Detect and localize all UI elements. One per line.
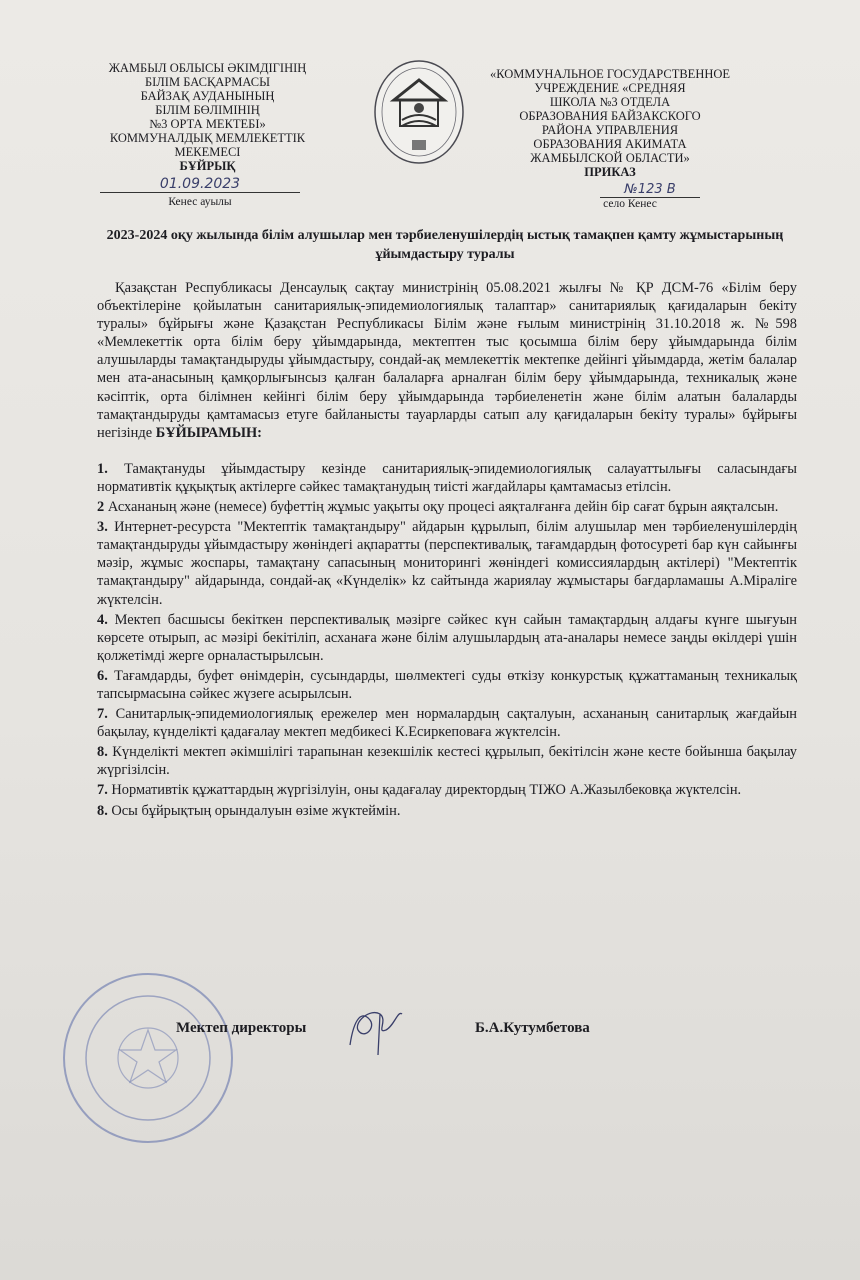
item-text: Нормативтік құжаттардың жүргізілуін, оны қадағалау директордың ТІЖО А.Жазылбековқа жүктелсін. — [111, 782, 742, 799]
list-item — [97, 460, 797, 496]
list-item — [97, 802, 797, 820]
document-body — [97, 279, 797, 820]
item-text: Интернет-ресурста "Мектептік тамақтандыру" айдарын құрылып, білім алушылар мен тәрбиеленушілердің тамақтандыруды ұйымдастыру жөніндегі ақпаратты (перспективалық, тағамдардың фотосуреті бар күн сайынғы мәзір, жұмыс жоспары, тамақтану сапасының мониторингі жөніндегі комиссиялардың актілері) "Мектептік тамақтандыру" айдарында, сондай-ақ «Күнделік» kz сайтында жариялау жұмыстары бағдарламашы А.Міраліге жүктелсін. — [97, 519, 797, 608]
item-number: 2 — [97, 499, 105, 516]
item-number: 8. — [97, 802, 108, 819]
header-right-line: РАЙОНА УПРАВЛЕНИЯ — [541, 123, 679, 137]
item-text: Асхананың және (немесе) буфеттің жұмыс уақыты оқу процесі аяқталғанға дейін бір сағат бұрын аяқталсын. — [107, 499, 779, 516]
item-number: 7. — [97, 706, 108, 723]
header-left-line: ЖАМБЫЛ ОБЛЫСЫ ӘКІМДІГІНІҢ — [108, 61, 307, 75]
command-kz: БҰЙРЫҚ — [179, 159, 236, 173]
document-title: 2023-2024 оқу жылында білім алушылар мен тәрбиеленушілердің ыстық тамақпен қамту жұмыстарының ұйымдастыру туралы — [106, 228, 784, 262]
school-emblem-icon — [372, 58, 466, 166]
intro-paragraph — [97, 279, 797, 442]
header-left-line: БІЛІМ БӨЛІМІНІҢ — [155, 103, 260, 117]
header-left-line: №3 ОРТА МЕКТЕБІ» — [149, 117, 266, 131]
header-right-line: ЖАМБЫЛСКОЙ ОБЛАСТИ» — [530, 151, 690, 165]
item-text: Күнделікті мектеп әкімшілігі тарапынан кезекшілік кестесі құрылып, бекітілсін және кесте бойынша бақылау жүргізілсін. — [97, 744, 797, 779]
item-number: 3. — [97, 519, 108, 536]
item-number: 6. — [97, 667, 108, 684]
place-kz: Кенес ауылы — [168, 196, 232, 208]
intro-lead: БҰЙЫРАМЫН: — [155, 424, 262, 441]
official-stamp-icon — [58, 968, 238, 1148]
item-number: 4. — [97, 611, 108, 628]
signature-position: Мектеп директоры — [176, 1020, 307, 1036]
item-text: Санитарлық-эпидемиологиялық ережелер мен нормалардың сақталуын, асхананың санитарлық жағдайын бақылау, күнделікті қадағалау мектеп медбикесі К.Есиркеповаға жүктелсін. — [97, 706, 797, 741]
header-left-line: БАЙЗАҚ АУДАНЫНЫҢ — [140, 89, 275, 103]
header-right-line: ШКОЛА №3 ОТДЕЛА — [549, 95, 671, 109]
item-number: 7. — [97, 782, 108, 799]
item-text: Осы бұйрықтың орындалуын өзіме жүктеймін. — [111, 802, 401, 819]
handwritten-signature-icon — [340, 1000, 410, 1060]
item-number: 8. — [97, 744, 108, 761]
header-right — [470, 67, 750, 179]
header-left-line: КОММУНАЛДЫҚ МЕМЛЕКЕТТІК — [109, 131, 306, 145]
item-number: 1. — [97, 460, 108, 477]
header-right-line: ОБРАЗОВАНИЯ БАЙЗАКСКОГО — [519, 109, 701, 123]
header-left-line: БІЛІМ БАСҚАРМАСЫ — [144, 75, 271, 89]
header-right-line: «КОММУНАЛЬНОЕ ГОСУДАРСТВЕННОЕ — [489, 67, 731, 81]
item-text: Тамақтануды ұйымдастыру кезінде санитариялық-эпидемиологиялық салауаттылығы саласындағы нормативтік құқықтық актілерге сәйкес тамақтанудың тиісті жағдайлары қамтамасыз етілсін. — [97, 460, 797, 495]
place-ru: село Кенес — [603, 198, 657, 210]
header-right-line: ОБРАЗОВАНИЯ АКИМАТА — [533, 137, 687, 151]
list-item — [97, 705, 797, 741]
list-item — [97, 518, 797, 608]
order-date: 01.09.2023 — [100, 176, 300, 193]
header-left — [100, 61, 315, 173]
signatory-name: Б.А.Кутумбетова — [475, 1020, 590, 1036]
list-item — [97, 611, 797, 665]
item-text: Тағамдарды, буфет өнімдерін, сусындарды, шөлмектегі суды өткізу конкурстық құжаттаманың техникалық тапсырмасына сәйкес жүзеге асырылсын. — [97, 667, 797, 702]
list-item — [97, 781, 797, 799]
list-item — [97, 667, 797, 703]
command-ru: ПРИКАЗ — [584, 165, 636, 179]
item-text: Мектеп басшысы бекіткен перспективалық мәзірге сәйкес күн сайын тамақтардың алдағы күнге шығуын көрсете отырып, ас мәзірі бекітіліп, асханаға және білім алушылардың ата-аналары немесе заңды өкілдері үшін қолжетімді жерге орналастырылсын. — [97, 611, 797, 664]
intro-text: Қазақстан Республикасы Денсаулық сақтау министрінің 05.08.2021 жылғы № ҚР ДСМ-76 «Білім беру объектілеріне қойылатын санитариялық-эпидемиологиялық талаптар» санитариялық қағидаларын бекіту туралы» бұйрығы және Қазақстан Республикасы Білім және ғылым министрінің 31.10.2018 ж. №598 «Мемлекеттік орта білім беру ұйымдарында, мектептен тыс қосымша білім беру ұйымдарында білім алушыларды тамақтандыруды ұйымдастыру, сондай-ақ мемлекеттік мектепке дейінгі ұйымдарда, жетім балалар мен ата-анасының қамқорлығынсыз қалған балаларға арналған білім беру ұйымдарында, техникалық және кәсіптік, орта білімнен кейінгі білім беру ұйымдарында тәрбиеленетін және білім алатын балаларды тамақтандыруды қамтамасыз етуге байланысты тауарларды сатып алу қағидаларын бекіту туралы» бұйрығы негізінде — [97, 280, 797, 441]
header-right-line: УЧРЕЖДЕНИЕ «СРЕДНЯЯ — [534, 81, 686, 95]
list-item — [97, 743, 797, 779]
list-item — [97, 498, 797, 516]
header-left-line: МЕКЕМЕСІ — [174, 145, 241, 159]
order-number: №123 В — [600, 183, 700, 198]
